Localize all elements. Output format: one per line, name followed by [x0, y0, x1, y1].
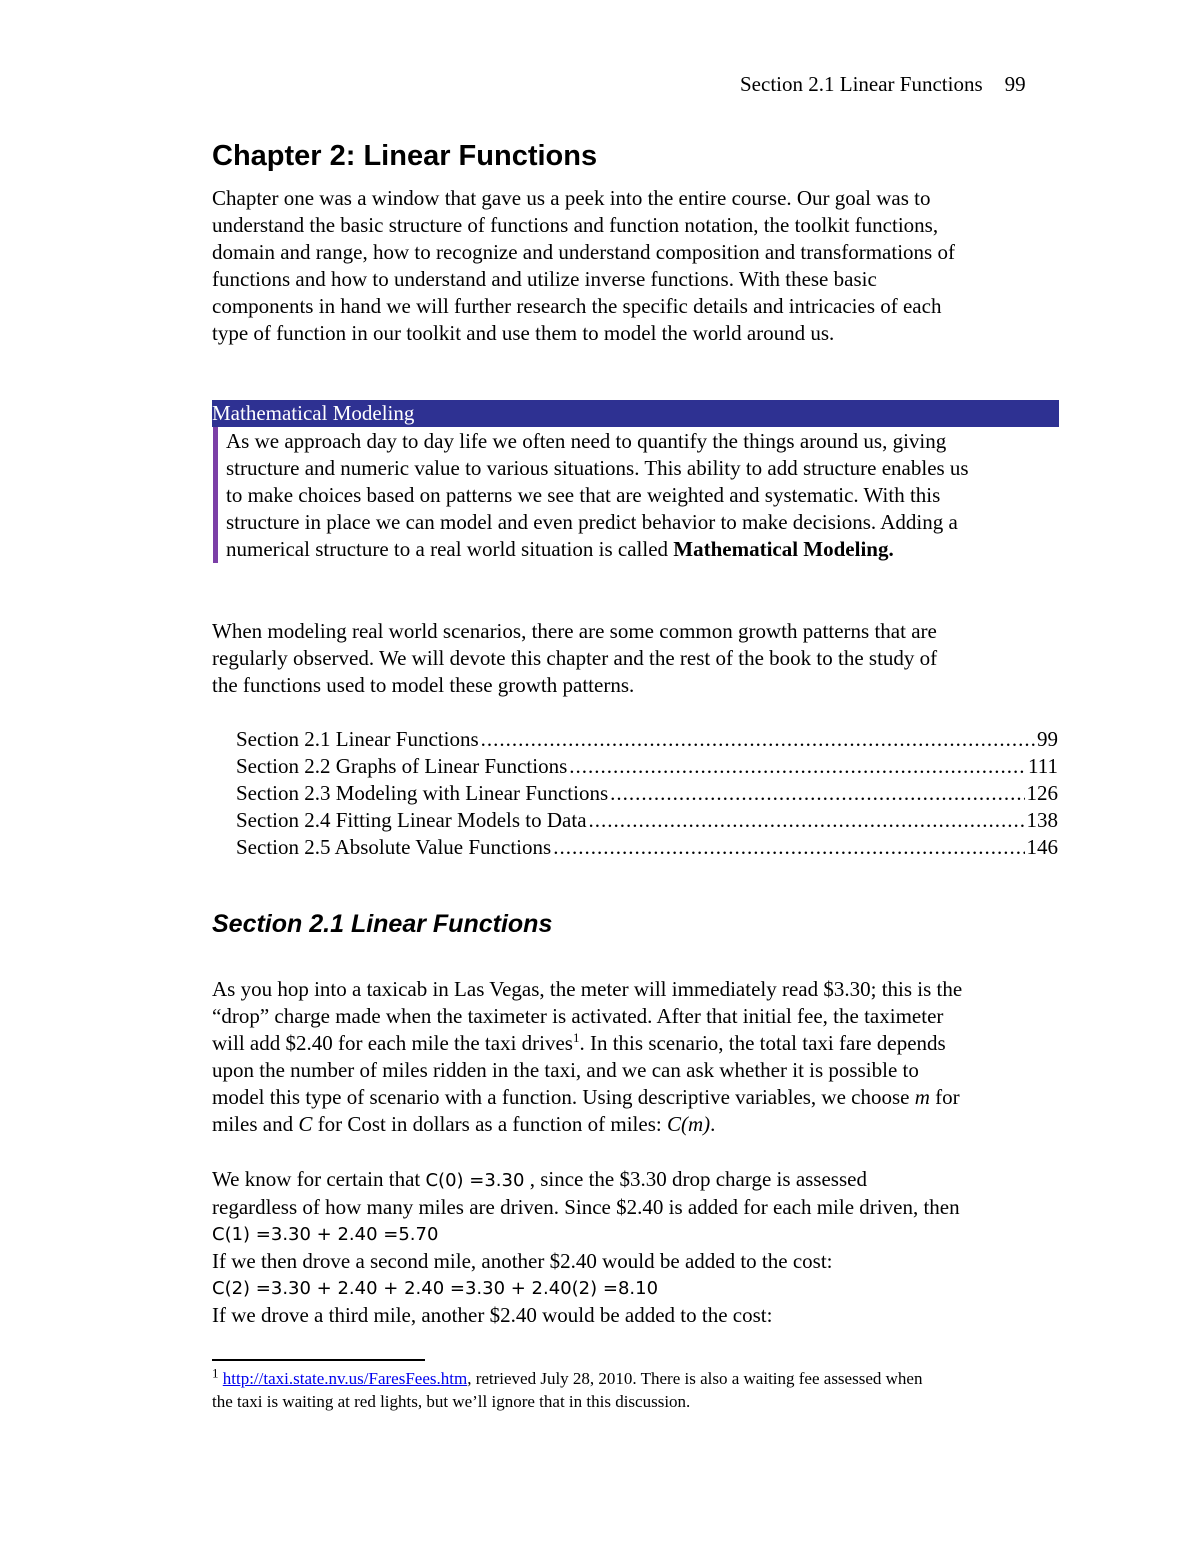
taxi-line: upon the number of miles ridden in the taxi, and we can ask whether it is possible to	[212, 1058, 919, 1082]
taxi-line-text: for	[935, 1085, 960, 1109]
definition-box-title: Mathematical Modeling	[212, 400, 1059, 427]
taxi-line	[212, 1030, 1062, 1057]
chapter-toc	[236, 726, 1058, 861]
definition-line: As we approach day to day life we often need to quantify the things around us, giving	[226, 429, 947, 453]
taxi-line	[212, 1084, 1062, 1111]
taxi-line-text: miles and	[212, 1112, 294, 1136]
toc-entry[interactable]	[236, 807, 1058, 834]
intro-line: domain and range, how to recognize and understand composition and transformations of	[212, 240, 955, 264]
intro-line: functions and how to understand and utilize inverse functions. With these basic	[212, 267, 877, 291]
equation-c0: C(0) =3.30	[425, 1170, 525, 1191]
footnote-line: the taxi is waiting at red lights, but we’ll ignore that in this discussion.	[212, 1392, 691, 1411]
section-title: Section 2.1 Linear Functions	[212, 910, 553, 938]
taxi-line	[212, 1111, 1062, 1138]
running-title: Section 2.1 Linear Functions	[740, 72, 983, 96]
toc-entry-page: 126	[1026, 781, 1058, 805]
definition-line: structure in place we can model and even predict behavior to make decisions. Adding a	[226, 510, 958, 534]
toc-entry-title: Section 2.3 Modeling with Linear Functions	[236, 781, 609, 805]
taxi-line-text: .	[710, 1112, 716, 1136]
toc-entry-title: Section 2.1 Linear Functions	[236, 727, 479, 751]
variable-C: C	[298, 1112, 313, 1136]
chapter-title: Chapter 2: Linear Functions	[212, 140, 598, 172]
toc-leader	[553, 834, 1024, 861]
intro-line: type of function in our toolkit and use them to model the world around us.	[212, 321, 835, 345]
toc-entry[interactable]	[236, 780, 1058, 807]
chapter-intro	[212, 185, 1062, 347]
toc-leader	[589, 807, 1025, 834]
footnote-link[interactable]: http://taxi.state.nv.us/FaresFees.htm	[222, 1369, 468, 1388]
definition-line	[226, 536, 1066, 563]
function-Cm: C(m)	[666, 1112, 711, 1136]
toc-entry-page: 111	[1028, 754, 1058, 778]
taxi-line-text: for Cost in dollars as a function of miles:	[317, 1112, 662, 1136]
intro-line: Chapter one was a window that gave us a peek into the entire course. Our goal was to	[212, 186, 931, 210]
toc-entry[interactable]	[236, 726, 1058, 753]
growth-paragraph	[212, 618, 1062, 699]
definition-term: Mathematical Modeling.	[673, 537, 894, 561]
growth-line: regularly observed. We will devote this chapter and the rest of the book to the study of	[212, 646, 938, 670]
variable-m: m	[914, 1085, 930, 1109]
toc-entry-page: 146	[1026, 835, 1058, 859]
toc-leader	[569, 753, 1026, 780]
toc-entry[interactable]	[236, 753, 1058, 780]
taxi-paragraph	[212, 976, 1062, 1138]
regardless-line: regardless of how many miles are driven. Since $2.40 is added for each mile driven, then	[212, 1195, 960, 1219]
taxi-line: “drop” charge made when the taximeter is activated. After that initial fee, the taximeter	[212, 1004, 944, 1028]
know-line	[212, 1166, 1062, 1194]
toc-entry-title: Section 2.2 Graphs of Linear Functions	[236, 754, 568, 778]
toc-entry-title: Section 2.5 Absolute Value Functions	[236, 835, 552, 859]
footnote-separator	[212, 1359, 425, 1361]
definition-box-accent-bar	[213, 427, 218, 563]
toc-entry[interactable]	[236, 834, 1058, 861]
toc-entry-title: Section 2.4 Fitting Linear Models to Data	[236, 808, 587, 832]
definition-line: structure and numeric value to various situations. This ability to add structure enables us	[226, 456, 969, 480]
third-mile-line: If we drove a third mile, another $2.40 would be added to the cost:	[212, 1303, 773, 1327]
toc-entry-page: 99	[1037, 727, 1058, 751]
toc-leader	[610, 780, 1024, 807]
footnote-reference[interactable]: 1	[572, 1030, 580, 1045]
intro-line: understand the basic structure of functions and function notation, the toolkit functions,	[212, 213, 939, 237]
definition-box-body	[226, 428, 1066, 563]
know-text: We know for certain that	[212, 1167, 421, 1191]
footnote	[212, 1367, 1062, 1413]
cost-derivation	[212, 1166, 1062, 1329]
know-text: , since the $3.30 drop charge is assessed	[529, 1167, 867, 1191]
taxi-line: As you hop into a taxicab in Las Vegas, the meter will immediately read $3.30; this is the	[212, 977, 963, 1001]
footnote-text: , retrieved July 28, 2010. There is also a waiting fee assessed when	[467, 1369, 923, 1388]
equation-c1: C(1) =3.30 + 2.40 =5.70	[212, 1224, 439, 1245]
footnote-line	[212, 1367, 1062, 1390]
page-number: 99	[1004, 72, 1026, 96]
definition-last-line-text: numerical structure to a real world situation is called	[226, 537, 674, 561]
second-mile-line: If we then drove a second mile, another $2.40 would be added to the cost:	[212, 1249, 833, 1273]
toc-entry-page: 138	[1026, 808, 1058, 832]
growth-line: When modeling real world scenarios, there are some common growth patterns that are	[212, 619, 937, 643]
equation-c2: C(2) =3.30 + 2.40 + 2.40 =3.30 + 2.40(2) =8.10	[212, 1278, 659, 1299]
toc-leader	[481, 726, 1035, 753]
footnote-marker: 1	[212, 1365, 219, 1381]
intro-line: components in hand we will further research the specific details and intricacies of each	[212, 294, 942, 318]
taxi-line-text: will add $2.40 for each mile the taxi drives	[212, 1031, 573, 1055]
growth-line: the functions used to model these growth patterns.	[212, 673, 635, 697]
running-header	[740, 72, 1026, 97]
definition-line: to make choices based on patterns we see that are weighted and systematic. With this	[226, 483, 941, 507]
taxi-line-text: . In this scenario, the total taxi fare depends	[579, 1031, 946, 1055]
taxi-line-text: model this type of scenario with a function. Using descriptive variables, we choose	[212, 1085, 910, 1109]
